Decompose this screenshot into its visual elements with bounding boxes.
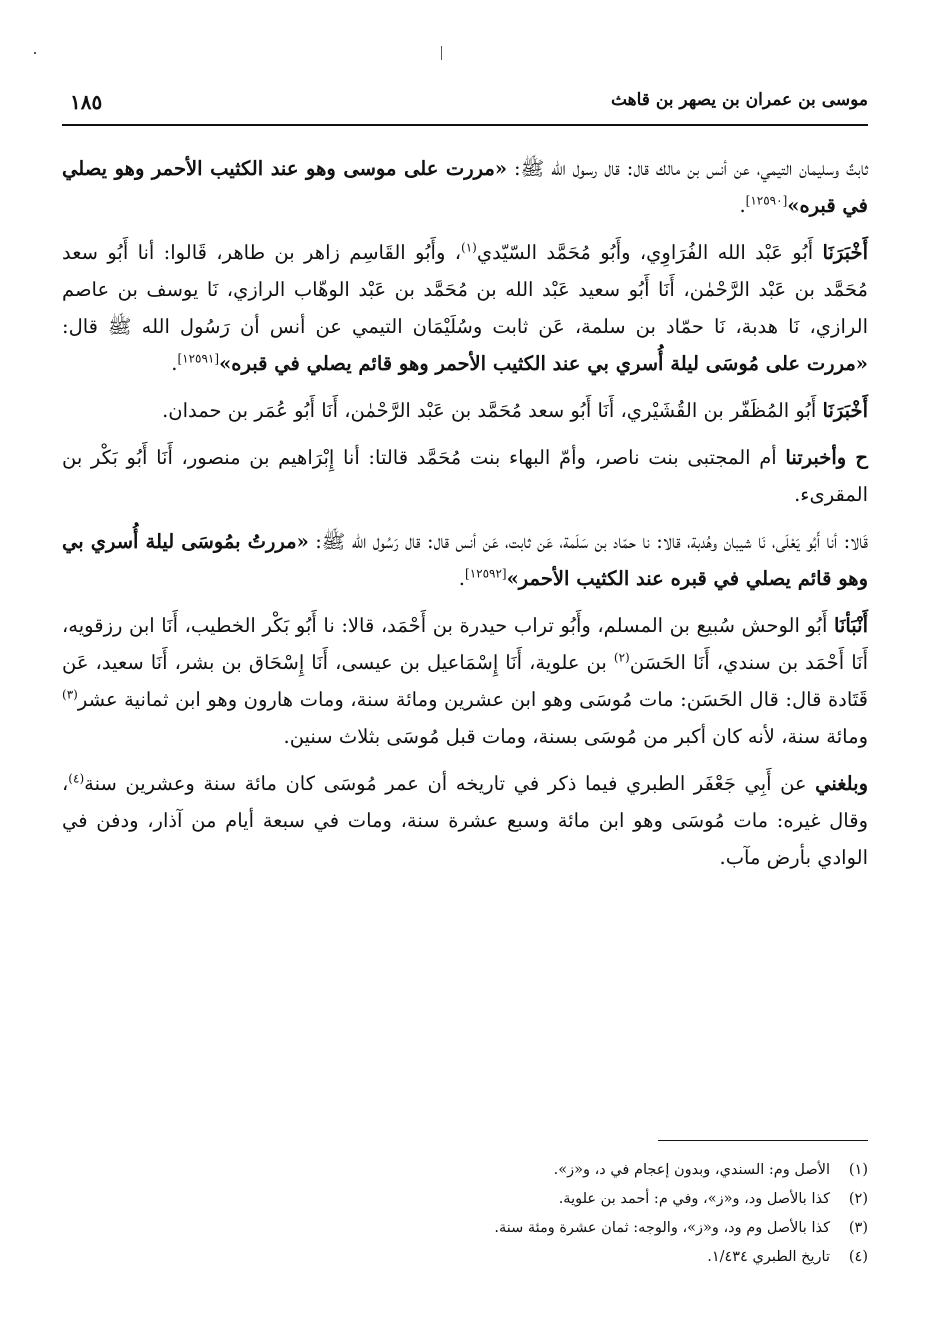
reference-marker: [١٢٥٩٢]: [465, 566, 507, 581]
text-run: بن علوية، أَنَا إِسْمَاعيل بن عيسى، أَنَا إِسْحَاق بن بشر، أَنَا سعيد، عَن قَتَادة قال: قال الحَسَن: مات مُوسَى وهو ابن عشرين ومائة سنة، ومات هارون وهو ابن ثمانية عشر: [62, 651, 868, 711]
text-run: .: [458, 567, 465, 590]
reference-marker: (٤): [68, 771, 85, 786]
text-run: ومائة سنة، لأنه كان أكبر من مُوسَى بسنة، ومات قبل مُوسَى بثلاث سنين.: [283, 725, 868, 748]
footnote-number: (٣): [848, 1220, 868, 1236]
emphasized-text: «مررتُ بمُوسَى ليلة أُسري بي وهو قائم يصلي في قبره عند الكثيب الأحمر»: [62, 530, 868, 590]
reference-marker: (١): [461, 240, 477, 255]
text-run: أم المجتبى بنت ناصر، وأمّ البهاء بنت مُحَمَّد قالتا: أنا إِبْرَاهيم بن منصور، أَنَا أَبُو بَكْر بن المقرىء.: [62, 446, 868, 506]
reference-marker: (٣): [62, 687, 78, 702]
footnote: [62, 1243, 868, 1272]
reference-marker: [١٢٥٩٠]: [745, 193, 788, 208]
text-run: ، وأَبُو القَاسِم زاهر بن طاهر، قَالوا: أنا أَبُو سعد مُحَمَّد بن عَبْد الرَّحْمٰن، أَنَا أَبُو سعيد عَبْد الله بن مُحَمَّد بن عَبْد الوهّاب الرازي، نَا يوسف بن عاصم الرازي، نَا هدبة، نَا حمّاد بن سلمة، عَن ثابت وسُلَيْمَان التيمي عن أنس أن رَسُول الله ﷺ قال:: [62, 241, 868, 338]
footnote-number: (١): [848, 1162, 868, 1178]
footnote: [62, 1185, 868, 1214]
footnote-text: كذا بالأصل ود، و«ز»، وفي م: أحمد بن علوية.: [558, 1191, 830, 1207]
footnote: [62, 1156, 868, 1185]
page-number: ١٨٥: [70, 90, 103, 114]
page-header: [62, 84, 868, 126]
main-text: [62, 150, 868, 886]
reference-marker: (٢): [613, 650, 630, 665]
footnote-separator: [658, 1140, 868, 1141]
text-run: .: [171, 352, 178, 375]
emphasized-text: أَخْبَرَنَا: [822, 241, 868, 264]
emphasized-text: «مررت على مُوسَى ليلة أُسري بي عند الكثيب الأحمر وهو قائم يصلي في قبره»: [219, 352, 868, 375]
paragraph: [62, 765, 868, 876]
emphasized-text: أَنْبَأنَا: [833, 614, 868, 637]
text-run: .: [739, 194, 746, 217]
text-run: أَبُو المُظَفّر بن القُشَيْري، أَنَا أَبُو سعد مُحَمَّد بن عَبْد الرَّحْمٰن، أَنَا أَبُو عُمَر بن حمدان.: [162, 399, 823, 422]
emphasized-text: ح وأخبرتنا: [785, 446, 868, 469]
emphasized-text: وبلغني: [815, 772, 868, 795]
footnote-text: تاريخ الطبري ١/٤٣٤.: [707, 1249, 830, 1265]
text-run: عن أَبِي جَعْفَر الطبري فيما ذكر في تاريخه أن عمر مُوسَى كان مائة سنة وعشرين سنة: [84, 772, 816, 795]
paragraph: [62, 607, 868, 755]
reference-marker: [١٢٥٩١]: [177, 351, 220, 366]
footnote-text: كذا بالأصل وم ود، و«ز»، والوجه: ثمان عشرة ومئة سنة.: [494, 1220, 830, 1236]
text-run: أَبُو عَبْد الله الفُرَاوِي، وأَبُو مُحَمَّد السّيّدي: [476, 241, 823, 264]
paragraph: [62, 392, 868, 429]
text-run: قَالا: أنا أَبُو يَعْلَى، نَا شيبان وهُدبة، قالا: نا حمّاد بن سَلَمة، عَن ثابت، عَن أنس قال: قال رَسُول الله ﷺ:: [308, 530, 868, 553]
emphasized-text: «مررت على موسى وهو عند الكثيب الأحمر وهو يصلي في قبره»: [62, 157, 868, 217]
text-run: ، وقال غيره: مات مُوسَى وهو ابن مائة وسبع عشرة سنة، ومات في سبعة أيام من آذار، ودفن في الوادي بأرض مآب.: [62, 772, 868, 869]
text-run: أَبُو الوحش سُبيع بن المسلم، وأَبُو تراب حيدرة بن أَحْمَد، قالا: نا أَبُو بَكْر الخطيب، أَنَا ابن رزقويه، أَنَا أَحْمَد بن سندي، أَنَا الحَسَن: [62, 614, 868, 674]
book-page: [62, 0, 868, 1341]
emphasized-text: أَخْبَرَنَا: [822, 399, 868, 422]
footnote-number: (٤): [848, 1249, 868, 1265]
paragraph: [62, 439, 868, 513]
footnotes: [62, 1156, 868, 1272]
paragraph: [62, 234, 868, 382]
footnote-number: (٢): [848, 1191, 868, 1207]
paragraph: [62, 523, 868, 597]
running-title: موسى بن عمران بن يصهر بن قاهث: [610, 90, 868, 110]
text-run: ثابتٌ وسليمان التيمي، عن أنس بن مالك قال: قال رسول الله ﷺ:: [507, 157, 869, 180]
footnote-text: الأصل وم: السندي، وبدون إعجام في د، و«ز».: [553, 1162, 830, 1178]
paragraph: [62, 150, 868, 224]
footnote: [62, 1214, 868, 1243]
scan-speck: [34, 52, 36, 54]
